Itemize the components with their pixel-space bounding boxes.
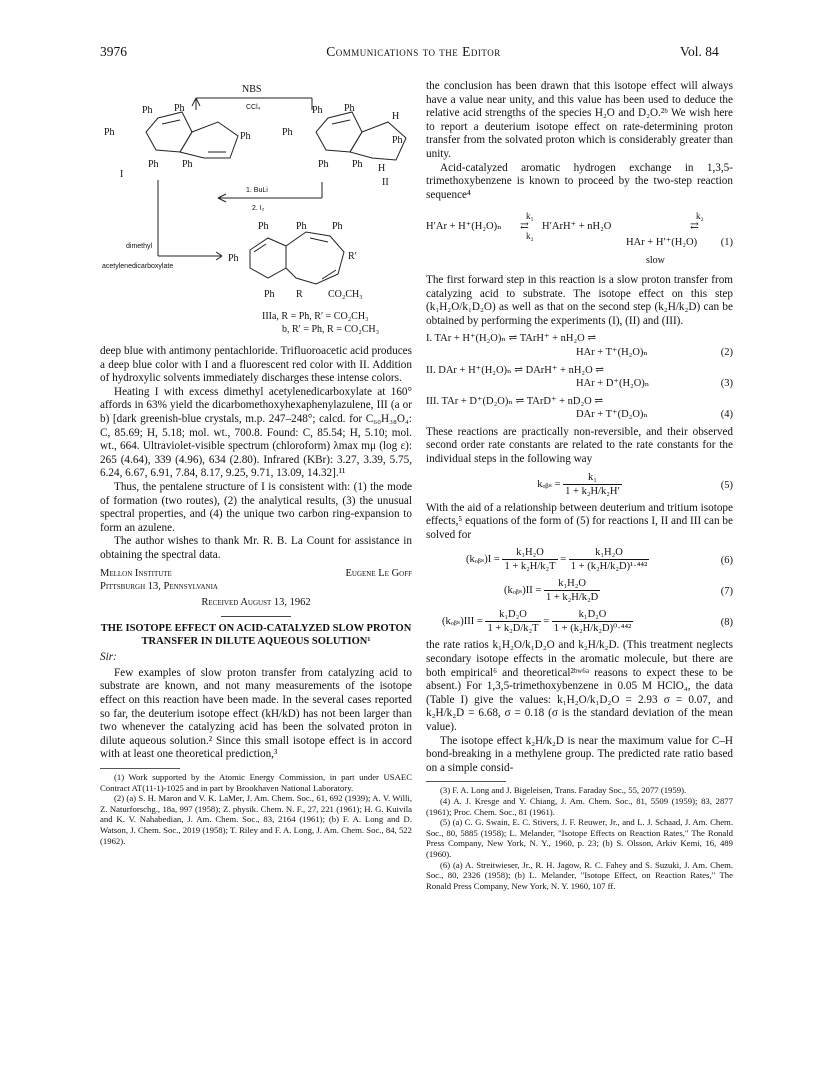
ph-label: Ph: [182, 159, 193, 170]
numerator: k₁H₂O: [544, 577, 600, 591]
paragraph: the rate ratios k₁H₂O/k₁D₂O and k₂H/k₂D. (This treatment neglects secondary isotope effects in the aromatic molecule, but there are both empirical⁶ and theoretical²ᵇʷ⁶ᵃ reasons to expect these to be absent.) For 1,3,5-trimethoxybenzene in 0.05 M HClO₄, the data (Table I) give the values: k₁H₂O/k₁D₂O = 2.93 σ = 0.07, and k₂H/k₂D = 6.68, σ = 0.18 (σ is the standard deviation of the mean value).: [426, 639, 733, 733]
eq7-lhs: (kₒᵦₛ)II =: [504, 585, 542, 597]
footnote-divider: [100, 768, 180, 769]
ph-label: Ph: [228, 253, 239, 264]
ph-label: Ph: [104, 127, 115, 138]
eq7-fraction: [544, 577, 600, 604]
reagent-dimethyl: dimethyl: [126, 243, 153, 250]
reaction-iii-line1: III. TAr + D⁺(D₂O)ₙ ⇌ TArD⁺ + nD₂O ⇌: [426, 395, 604, 407]
rate-k2: k₂: [526, 231, 534, 242]
address: Pittsburgh 13, Pennsylvania: [100, 581, 218, 593]
compound-label-ii: II: [382, 177, 389, 188]
institution: Mellon Institute: [100, 567, 172, 579]
eq5-lhs: kₒᵦₛ =: [537, 478, 561, 490]
r-prime-label: R′: [348, 251, 357, 262]
reaction-scheme: [100, 80, 412, 345]
ph-label: Ph: [142, 105, 153, 116]
paragraph: Thus, the pentalene structure of I is consistent with: (1) the mode of formation (two routes), (2) the analytical results, (3) the unusual spectral properties, and (4) the unique two carbon ring-expansion to form an azulene.: [100, 480, 412, 534]
equation-7: [426, 577, 733, 604]
denominator: 1 + k₂H/k₂D: [545, 592, 599, 604]
co2ch3-label: CO₂CH₃: [328, 289, 363, 300]
ph-label: Ph: [312, 105, 323, 116]
eq6-fraction-a: [502, 546, 557, 573]
volume-label: Vol. 84: [680, 44, 719, 59]
eq8-lhs: (kₒᵦₛ)III =: [442, 616, 483, 628]
footnote: (6) (a) A. Streitwieser, Jr., R. H. Jagow, R. C. Fahey and S. Suzuki, J. Am. Chem. Soc., 80, 2326 (1958); (b) L. Melander, "Isotope Effect, on Reaction Rates," The Ronald Press Company, New York, N. Y. 1960, 107 ff.: [426, 859, 733, 891]
equilibrium-arrow: ⇄: [520, 221, 529, 233]
page-number: 3976: [100, 44, 127, 59]
reaction-ii-line2: HAr + D⁺(H₂O)ₙ: [576, 378, 650, 390]
reaction-ii: [426, 364, 733, 391]
eq1-middle: H′ArH⁺ + nH₂O: [542, 221, 612, 233]
paragraph: Few examples of slow proton transfer from catalyzing acid to substrate are known, and not many measurements of the isotope effect on this reaction have been made. In the several cases reported so far, the deuterium isotope effect (kH/kD) has not been larger than two whenever the catalyzing acid has been the solvated proton in dilute aqueous solution.² Since this small isotope effect is in accord with at least one theoretical prediction,³: [100, 666, 412, 761]
denominator: 1 + k₂H/k₂T: [504, 561, 556, 573]
ph-label: Ph: [264, 289, 275, 300]
equation-number: (1): [720, 237, 733, 249]
eq5-fraction: [563, 471, 622, 498]
equation-number: (8): [720, 617, 733, 629]
eq1-left: H′Ar + H⁺(H₂O)ₙ: [426, 221, 502, 233]
denominator: 1 + k₂D/k₂T: [487, 623, 539, 635]
footnote: (1) Work supported by the Atomic Energy Commission, in part under USAEC Contract AT(11-1)-1025 and in part by Brookhaven National Laboratory.: [100, 772, 412, 793]
numerator: k₁H₂O: [502, 546, 557, 560]
denominator: 1 + (k₂H/k₂D)⁰·⁴⁴²: [553, 623, 632, 635]
equation-number: (6): [720, 555, 733, 567]
eq6-lhs: (kₒᵦₛ)I =: [466, 554, 500, 566]
eq8-fraction-a: [485, 608, 540, 635]
ph-label: Ph: [174, 103, 185, 114]
denominator: 1 + (k₂H/k₂D)¹·⁴⁴²: [570, 561, 648, 573]
paragraph: The first forward step in this reaction is a slow proton transfer from catalyzing acid to substrate. The isotope effect on this step (k₁H₂O/k₁D₂O) as well as that on the second step (k₂H/k₂D) can be obtained by performing the experiments (I), (II) and (III).: [426, 273, 733, 327]
denominator: 1 + k₂H/k₂H′: [565, 485, 620, 497]
divider: [221, 616, 291, 617]
paragraph: Heating I with excess dimethyl acetylenedicarboxylate at 160° affords in 63% yield the dicarbomethoxyhexaphenylazulene, III (a or b) [dark greenish-blue crystals, m.p. 247–248°; calcd. for C₆₀H₃₈O₄: C, 85.69; H, 5.18; mol. wt., 700.8. Found: C, 85.54; H, 5.10; mol. wt., 664. Ultraviolet-visible spectrum (chloroform) λmax mμ (log ε): 265 (4.64), 339 (4.96), 634 (2.80). Infrared (KBr): 3.27, 3.39, 5.75, 6.24, 6.67, 6.91, 7.84, 8.17, 9.25, 9.71, 13.09, 14.32].¹¹: [100, 385, 412, 480]
reagent-adc: acetylenedicarboxylate: [102, 263, 174, 270]
reagent-ccl4: CCl₄: [246, 104, 261, 111]
equation-number: (7): [720, 586, 733, 598]
numerator: k₁D₂O: [485, 608, 540, 622]
caption-iiib: b, R′ = Ph, R = CO₂CH₃: [282, 324, 380, 335]
rate-k1: k₁: [526, 211, 534, 222]
author-name: Eugene Le Goff: [345, 567, 412, 579]
ph-label: Ph: [344, 103, 355, 114]
salutation: Sir:: [100, 651, 117, 664]
h-label: H: [378, 163, 386, 174]
ph-label: Ph: [258, 221, 269, 232]
footnote: (5) (a) C. G. Swain, E. C. Stivers, J. F. Reuwer, Jr., and L. J. Schaad, J. Am. Chem. Soc., 80, 5885 (1958); L. Melander, "Isotope Effects on Reaction Rates," The Ronald Press Company, New York, N. Y., 1960, p. 23; (b) S. Olsson, Arkiv Kemi, 16, 489 (1960).: [426, 817, 733, 859]
reaction-iii: [426, 395, 733, 422]
paragraph: These reactions are practically non-reversible, and their observed second order rate constants are related to the rate constants for the individual steps in the following way: [426, 425, 733, 466]
equation-6: (kₒᵦₛ)I = $\frac{\text{k₁H₂O}}{\text{1 + k₂H/k₂T}}$ = $\frac{\text{k₁H₂O}}{\text{1 + (k₂H/k₂D)¹·⁴⁴²}}$ (6): [466, 547, 733, 573]
reaction-ii-line1: II. DAr + H⁺(H₂O)ₙ ⇌ DArH⁺ + nH₂O ⇌: [426, 364, 605, 376]
paragraph: Acid-catalyzed aromatic hydrogen exchange in 1,3,5-trimethoxybenzene is known to proceed by the two-step reaction sequence⁴: [426, 161, 733, 201]
paragraph: the conclusion has been drawn that this isotope effect will always have a value near unity, and this value has been used to deduce the relative acid strengths of the species H₂O and D₂O.²ᵇ We wish here to report a deuterium isotope effect on rate-determining proton transfer from the solvated proton which is considerably greater than unity.: [426, 80, 733, 160]
footnote: (4) A. J. Kresge and Y. Chiang, J. Am. Chem. Soc., 81, 5509 (1959); 83, 2877 (1961); Proc. Chem. Soc., 81 (1961).: [426, 795, 733, 817]
equation-number: (5): [720, 479, 733, 491]
ph-label: Ph: [332, 221, 343, 232]
reagent-nbs: NBS: [242, 84, 262, 95]
numerator: k₁D₂O: [552, 608, 634, 622]
paragraph: The isotope effect k₂H/k₂D is near the maximum value for C–H bond-breaking in a methylene group. The predicted rate ratio based on a simple consid-: [426, 734, 733, 774]
ph-label: Ph: [392, 135, 403, 146]
r-label: R: [296, 289, 303, 300]
eq6-fraction-b: [569, 546, 649, 573]
equation-1: [426, 206, 733, 250]
rate-k2: k₂: [696, 211, 704, 222]
eq8-fraction-b: [552, 608, 634, 635]
reaction-i-line1: I. TAr + H⁺(H₂O)ₙ ⇌ TArH⁺ + nH₂O ⇌: [426, 333, 597, 345]
paragraph: deep blue with antimony pentachloride. Trifluoroacetic acid produces a deep blue color with I and a fluorescent red color with II. Addition of hydroxylic solvents immediately discharges these intense colors.: [100, 345, 412, 385]
ph-label: Ph: [352, 159, 363, 170]
numerator: k₁H₂O: [569, 546, 649, 560]
paragraph: The author wishes to thank Mr. R. B. La Count for assistance in obtaining the spectral data.: [100, 535, 412, 561]
ph-label: Ph: [282, 127, 293, 138]
ph-label: Ph: [240, 131, 251, 142]
compound-label-i: I: [120, 169, 124, 180]
equation-5: [426, 471, 733, 498]
eq1-right: HAr + H′⁺(H₂O): [626, 237, 698, 249]
reaction-i: [426, 332, 733, 359]
footnote: (3) F. A. Long and J. Bigeleisen, Trans. Faraday Soc., 55, 2077 (1959).: [440, 785, 687, 796]
paragraph: With the aid of a relationship between deuterium and tritium isotope effects,⁵ equations of the form of (5) for reactions I, II and III can be solved for: [426, 501, 733, 541]
slow-label: slow: [646, 255, 665, 267]
equation-number: (4): [720, 409, 733, 421]
equation-number: (2): [720, 346, 733, 358]
equation-8: (kₒᵦₛ)III = $\frac{\text{k₁D₂O}}{\text{1 + k₂D/k₂T}}$ = $\frac{\text{k₁D₂O}}{\text{1 + (k₂H/k₂D)⁰·⁴⁴²}}$ (8): [442, 609, 733, 635]
ph-label: Ph: [296, 221, 307, 232]
equation-number: (3): [720, 378, 733, 390]
ph-label: Ph: [148, 159, 159, 170]
caption-iiia: IIIa, R = Ph, R′ = CO₂CH₃: [262, 311, 369, 322]
right-column: [426, 80, 733, 891]
reagent-iodine: 2. I₂: [252, 205, 265, 212]
reaction-i-line2: HAr + T⁺(H₂O)ₙ: [576, 346, 648, 358]
reagent-buli: 1. BuLi: [246, 187, 268, 194]
running-title: Communications to the Editor: [326, 44, 501, 59]
footnote: (2) (a) S. H. Maron and V. K. LaMer, J. Am. Chem. Soc., 61, 692 (1939); A. V. Willi, Z. Naturforschg., 18a, 997 (1958); Z. physik. Chem. N. F., 27, 221 (1961); H. G. Kuivila and K. V. Nahabedian, J. Am. Chem. Soc., 83, 2164 (1961); (b) F. A. Long and D. Watson, J. Chem. Soc., 2019 (1958); T. Riley and F. A. Long, J. Am. Chem. Soc., 84, 522 (1962).: [100, 793, 412, 846]
equilibrium-arrow: ⇄: [690, 221, 699, 233]
footnote-divider: [426, 781, 506, 782]
numerator: k₁: [563, 471, 622, 485]
signature-line: [100, 567, 412, 581]
left-column: [100, 80, 412, 846]
reaction-iii-line2: DAr + T⁺(D₂O)ₙ: [576, 409, 648, 421]
article-title: THE ISOTOPE EFFECT ON ACID-CATALYZED SLOW PROTON TRANSFER IN DILUTE AQUEOUS SOLUTION¹: [100, 623, 412, 647]
h-label: H: [392, 111, 400, 122]
received-date: Received August 13, 1962: [201, 596, 311, 608]
ph-label: Ph: [318, 159, 329, 170]
